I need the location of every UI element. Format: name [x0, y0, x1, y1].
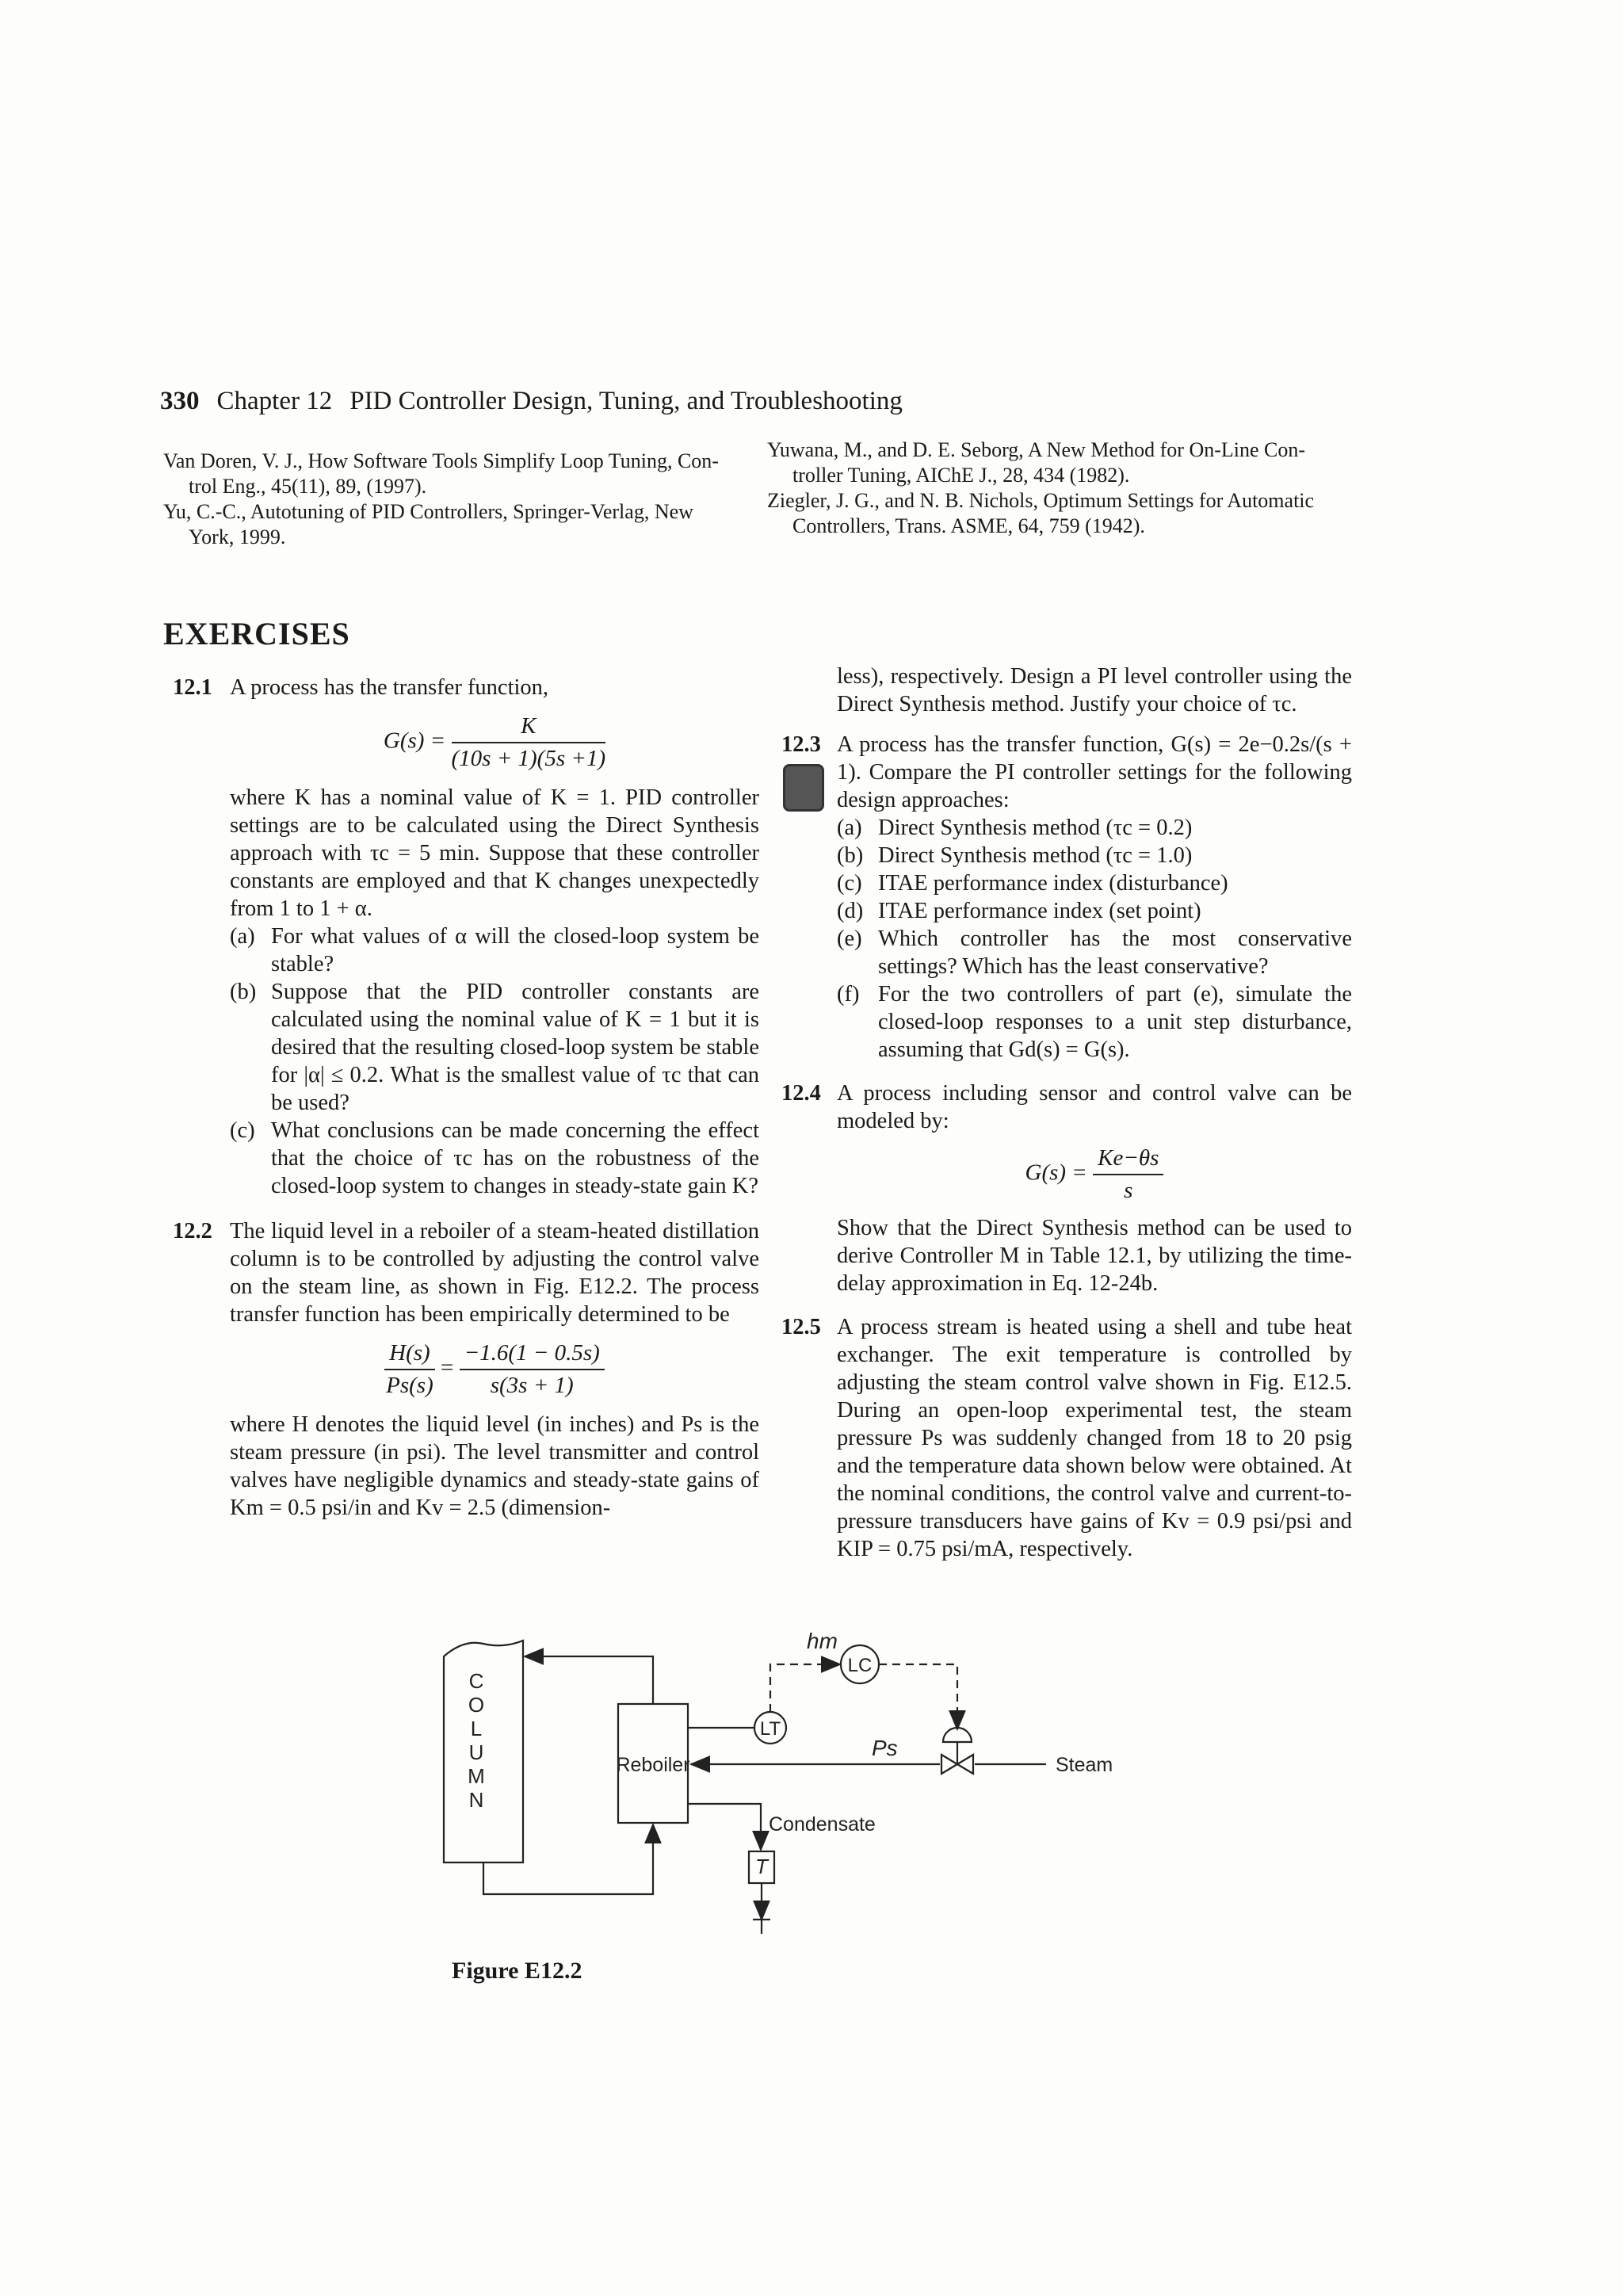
exercise-body: A process stream is heated using a shell and tube heat exchanger. The exit temperature is controlled by adjusting the steam control valve shown in Fig. E12.5. During an open-loop experimental test, the steam pressure Ps was suddenly changed from 18 to 20 psig and the temperature data shown below were obtained. At the nominal conditions, the control valve and current-to-pressure transducers have gains of Kv = 0.9 psi/psi and KIP = 0.75 psi/mA, respectively. [837, 1315, 1352, 1561]
exercise-intro: A process including sensor and control valve can be modeled by: [837, 1081, 1352, 1133]
column-letter: C [468, 1669, 484, 1693]
valve-actuator [943, 1728, 972, 1742]
exercise-body-2: where H denotes the liquid level (in inches) and Ps is the steam pressure (in psi). The level transmitter and control valves have negligible dynamics and steady-state gains of Km = 0.5 psi/in and Kv = 2.5 (dimension- [230, 1412, 759, 1520]
bottoms-line [483, 1824, 653, 1894]
reference-item: Yu, C.-C., Autotuning of PID Controllers, Springer-Verlag, New York, 1999. [163, 500, 693, 548]
column-letter: O [468, 1693, 485, 1717]
reboiler-label: Reboiler [616, 1754, 690, 1776]
exercise-number: 12.1 [173, 675, 212, 700]
exercise-part: (f) For the two controllers of part (e), simulate the closed-loop responses to a unit step disturbance, assuming that Gd(s) = G(s). [837, 982, 1352, 1062]
lc-label: LC [847, 1655, 873, 1676]
chapter-title: PID Controller Design, Tuning, and Troubleshooting [349, 387, 903, 415]
column-letter: L [470, 1717, 483, 1740]
exercise-12-1 [173, 674, 759, 1200]
condensate-label: Condensate [769, 1813, 876, 1836]
reference-item: Ziegler, J. G., and N. B. Nichols, Optimum Settings for Automatic Controllers, Trans. ASME, 64, 759 (1942). [767, 489, 1315, 537]
trap-outlet-tail [753, 1920, 770, 1934]
exercise-body: The liquid level in a reboiler of a steam-heated distillation column is to be controlled by adjusting the control valve on the steam line, as shown in Fig. E12.2. The process transfer function has been empirically determined to be [230, 1219, 759, 1327]
references-left [163, 449, 750, 550]
cd-icon [783, 764, 824, 812]
exercises-heading: EXERCISES [163, 616, 350, 651]
reference-item: Yuwana, M., and D. E. Seborg, A New Method for On-Line Con- troller Tuning, AIChE J., 28, 434 (1982). [767, 438, 1306, 487]
exercise-part: (b) Direct Synthesis method (τc = 1.0) [837, 843, 1193, 868]
column-letter: U [468, 1740, 484, 1764]
references-right [767, 437, 1369, 539]
exercise-body: where K has a nominal value of K = 1. PID controller settings are to be calculated using the Direct Synthesis approach with τc = 5 min. Suppose that these controller constants are employed and that K changes unexpectedly from 1 to 1 + α. [230, 785, 759, 921]
lt-label: LT [759, 1718, 781, 1740]
exercise-part: (b) Suppose that the PID controller constants are calculated using the nominal value of K = 1 but it is desired that the resulting closed-loop system be stable for |α| ≤ 0.2. What is the smallest value of τc that can be used? [230, 980, 759, 1115]
exercise-number: 12.2 [173, 1219, 212, 1244]
exercise-part: (c) What conclusions can be made concerning the effect that the choice of τc has on the robustness of the closed-loop system to changes in steady-state gain K? [230, 1118, 759, 1198]
exercise-number: 12.4 [781, 1081, 821, 1106]
exercise-number: 12.5 [781, 1315, 821, 1339]
equation-12-1: G(s) = $\frac{K}{(10s + 1)(5s +1)}$ [383, 713, 606, 771]
condensate-line [688, 1804, 761, 1850]
equation-12-2: $\frac{H(s)}{Ps(s)}$ = $\frac{-1.6(1 - 0.5s)}{s(3s + 1)}$ [230, 1339, 759, 1400]
exercise-number: 12.3 [781, 732, 821, 757]
controller-output-line [879, 1664, 957, 1729]
reference-item: Van Doren, V. J., How Software Tools Simplify Loop Tuning, Con- trol Eng., 45(11), 89, (1997). [163, 449, 719, 498]
exercise-12-2 [173, 1217, 759, 1522]
figure-e12-2 [428, 1609, 1220, 1950]
exercise-part: (d) ITAE performance index (set point) [837, 899, 1201, 923]
exercise-12-4 [781, 1079, 1352, 1297]
column-letter: N [468, 1788, 484, 1812]
exercise-part: (c) ITAE performance index (disturbance) [837, 871, 1228, 896]
hm-label: hm [807, 1629, 838, 1653]
exercise-part: (a) For what values of α will the closed-loop system be stable? [230, 924, 759, 976]
column-letter: M [468, 1764, 485, 1788]
page-number: 330 [160, 387, 200, 415]
exercise-intro: A process has the transfer function, [230, 675, 549, 700]
ps-label: Ps [872, 1736, 898, 1760]
equation-12-4: G(s) = $\frac{Ke-\theta s}{s}$ [837, 1144, 1352, 1205]
left-column [173, 674, 759, 1522]
exercise-part: (a) Direct Synthesis method (τc = 0.2) [837, 816, 1193, 840]
chapter-label: Chapter 12 [216, 387, 333, 415]
trap-label: T [755, 1855, 768, 1878]
steam-label: Steam [1056, 1754, 1113, 1776]
exercise-body: Show that the Direct Synthesis method can be used to derive Controller M in Table 12.1, by utilizing the time-delay approximation in Eq. 12-24b. [837, 1216, 1352, 1296]
hm-signal-line [770, 1664, 840, 1712]
figure-caption: Figure E12.2 [452, 1958, 582, 1984]
right-column [781, 663, 1352, 1563]
exercise-part: (e) Which controller has the most conservative settings? Which has the least conservative? [837, 926, 1352, 979]
exercise-12-3 [781, 731, 1352, 1064]
exercise-12-2-continued: less), respectively. Design a PI level controller using the Direct Synthesis method. Justify your choice of τc. [837, 664, 1352, 716]
exercise-body: A process has the transfer function, G(s) = 2e−0.2s/(s + 1). Compare the PI controller settings for the following design approaches: [837, 732, 1352, 812]
vapor-line [525, 1656, 653, 1704]
exercise-12-5 [781, 1313, 1352, 1563]
page-header [160, 387, 903, 416]
